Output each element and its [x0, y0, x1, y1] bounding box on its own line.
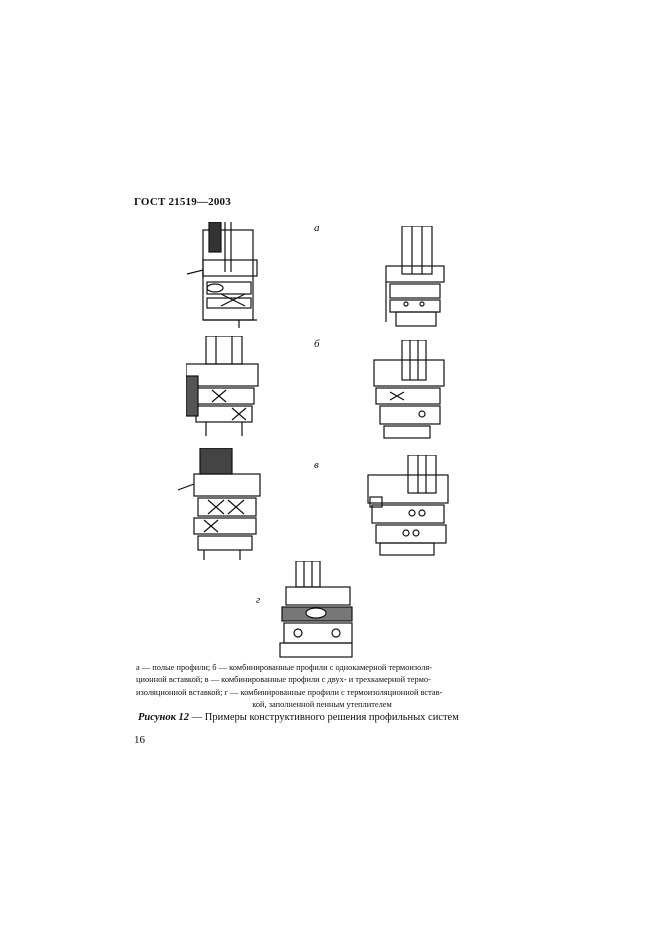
- profile-drawing-v-left: [178, 448, 264, 560]
- caption-label: Рисунок 12: [138, 712, 190, 723]
- profile-drawing-b-right: [370, 340, 446, 440]
- profile-drawing-v-right: [366, 455, 452, 559]
- figure-caption: [138, 712, 510, 723]
- panel-label-b: б: [314, 338, 320, 350]
- profile-drawing-a-right: [382, 226, 448, 330]
- profile-drawing-g: [276, 561, 356, 661]
- panel-label-a: а: [314, 222, 320, 234]
- legend-line: изоляционной вставкой; г — комбинированные профили с термоизоляционной встав-: [136, 687, 443, 697]
- page-number: 16: [134, 734, 145, 746]
- legend-line: ционной вставкой; в — комбинированные профили с двух- и трехкамерной термо-: [136, 675, 431, 685]
- panel-label-g: г: [256, 594, 261, 606]
- figure-legend: [136, 662, 508, 712]
- caption-text: — Примеры конструктивного решения профильных систем: [189, 712, 459, 723]
- document-code: ГОСТ 21519—2003: [134, 196, 231, 208]
- legend-line: а — полые профили; б — комбинированные профили с однокамерной термоизоля-: [136, 663, 433, 672]
- profile-drawing-a-left: [185, 222, 263, 330]
- legend-line: кой, заполненной пенным утеплителем: [252, 700, 392, 710]
- profile-drawing-b-left: [186, 336, 262, 436]
- panel-label-v: в: [314, 459, 319, 471]
